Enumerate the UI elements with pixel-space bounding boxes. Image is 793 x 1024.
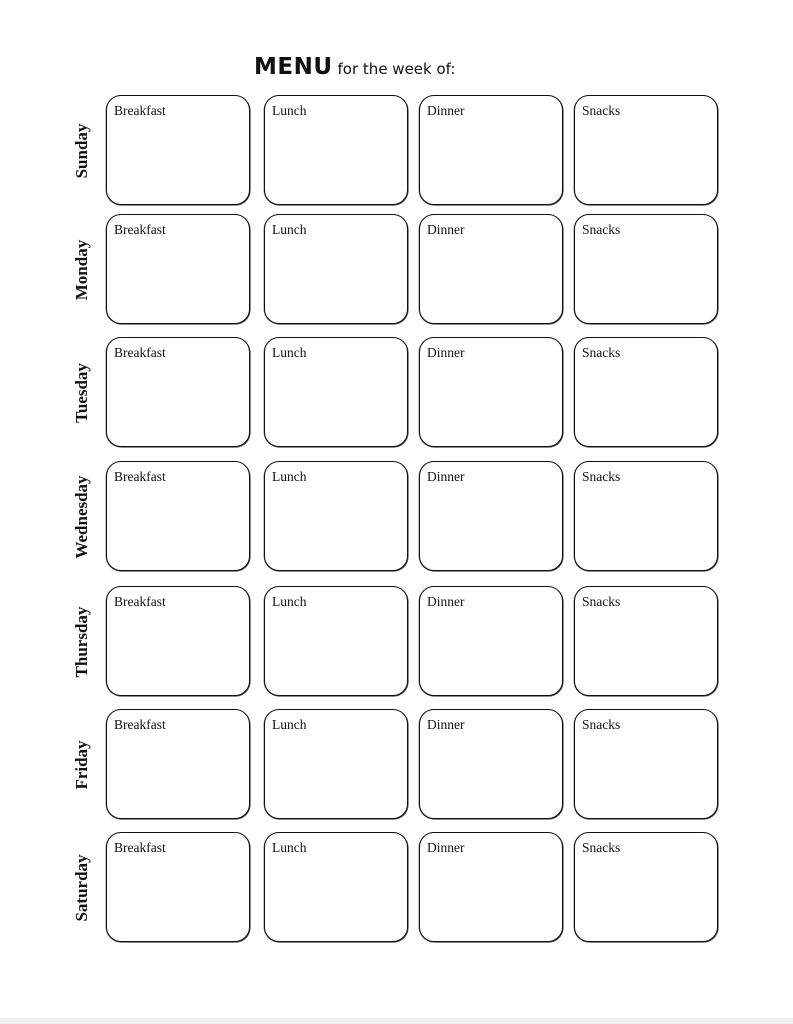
day-label <box>62 709 102 821</box>
meal-box-dinner[interactable] <box>419 832 563 942</box>
day-label-text: Friday <box>72 740 91 790</box>
meal-box-snacks[interactable] <box>574 709 718 819</box>
day-label <box>62 95 102 207</box>
meal-label: Lunch <box>272 222 307 237</box>
meal-label: Snacks <box>582 840 621 855</box>
day-row <box>0 832 793 944</box>
meal-box-dinner[interactable] <box>419 95 563 205</box>
meal-box-breakfast[interactable] <box>106 709 250 819</box>
meal-box-dinner[interactable] <box>419 586 563 696</box>
meal-box-lunch[interactable] <box>264 337 408 447</box>
meal-label: Lunch <box>272 594 307 609</box>
menu-title: MENU <box>254 54 333 80</box>
day-label <box>62 214 102 326</box>
meal-label: Breakfast <box>114 469 166 484</box>
meal-label: Dinner <box>427 345 465 360</box>
meal-label: Snacks <box>582 469 621 484</box>
day-label-text: Tuesday <box>72 363 91 423</box>
meal-label: Breakfast <box>114 222 166 237</box>
day-label <box>62 461 102 573</box>
meal-label: Lunch <box>272 840 307 855</box>
day-label <box>62 832 102 944</box>
meal-label: Dinner <box>427 717 465 732</box>
meal-box-snacks[interactable] <box>574 95 718 205</box>
meal-box-lunch[interactable] <box>264 214 408 324</box>
meal-label: Lunch <box>272 717 307 732</box>
meal-box-lunch[interactable] <box>264 709 408 819</box>
meal-box-snacks[interactable] <box>574 832 718 942</box>
day-label-text: Thursday <box>72 606 91 678</box>
meal-box-lunch[interactable] <box>264 832 408 942</box>
meal-label: Breakfast <box>114 103 166 118</box>
meal-box-breakfast[interactable] <box>106 214 250 324</box>
meal-label: Dinner <box>427 103 465 118</box>
meal-label: Lunch <box>272 469 307 484</box>
meal-box-snacks[interactable] <box>574 214 718 324</box>
week-of-label: for the week of: <box>337 60 456 78</box>
meal-label: Dinner <box>427 469 465 484</box>
meal-box-dinner[interactable] <box>419 709 563 819</box>
meal-label: Snacks <box>582 222 621 237</box>
page-bottom-edge <box>0 1018 793 1024</box>
meal-box-snacks[interactable] <box>574 337 718 447</box>
meal-label: Dinner <box>427 594 465 609</box>
day-row <box>0 95 793 207</box>
day-label <box>62 586 102 698</box>
meal-box-lunch[interactable] <box>264 461 408 571</box>
day-row <box>0 337 793 449</box>
day-label <box>62 337 102 449</box>
meal-label: Breakfast <box>114 345 166 360</box>
meal-label: Lunch <box>272 345 307 360</box>
meal-label: Dinner <box>427 840 465 855</box>
day-row <box>0 214 793 326</box>
meal-box-dinner[interactable] <box>419 214 563 324</box>
day-label-text: Monday <box>72 239 91 301</box>
meal-box-breakfast[interactable] <box>106 461 250 571</box>
meal-box-breakfast[interactable] <box>106 337 250 447</box>
day-label-text: Sunday <box>72 123 91 179</box>
meal-box-breakfast[interactable] <box>106 95 250 205</box>
meal-box-breakfast[interactable] <box>106 832 250 942</box>
meal-label: Breakfast <box>114 717 166 732</box>
meal-box-snacks[interactable] <box>574 586 718 696</box>
meal-box-lunch[interactable] <box>264 95 408 205</box>
meal-box-breakfast[interactable] <box>106 586 250 696</box>
meal-label: Snacks <box>582 103 621 118</box>
meal-box-snacks[interactable] <box>574 461 718 571</box>
day-label-text: Saturday <box>72 854 91 922</box>
day-row <box>0 709 793 821</box>
meal-label: Breakfast <box>114 840 166 855</box>
meal-box-dinner[interactable] <box>419 461 563 571</box>
meal-label: Breakfast <box>114 594 166 609</box>
day-label-text: Wednesday <box>72 475 91 559</box>
day-row <box>0 461 793 573</box>
meal-label: Lunch <box>272 103 307 118</box>
day-row <box>0 586 793 698</box>
meal-label: Snacks <box>582 345 621 360</box>
meal-box-dinner[interactable] <box>419 337 563 447</box>
meal-label: Dinner <box>427 222 465 237</box>
meal-box-lunch[interactable] <box>264 586 408 696</box>
meal-label: Snacks <box>582 594 621 609</box>
meal-label: Snacks <box>582 717 621 732</box>
